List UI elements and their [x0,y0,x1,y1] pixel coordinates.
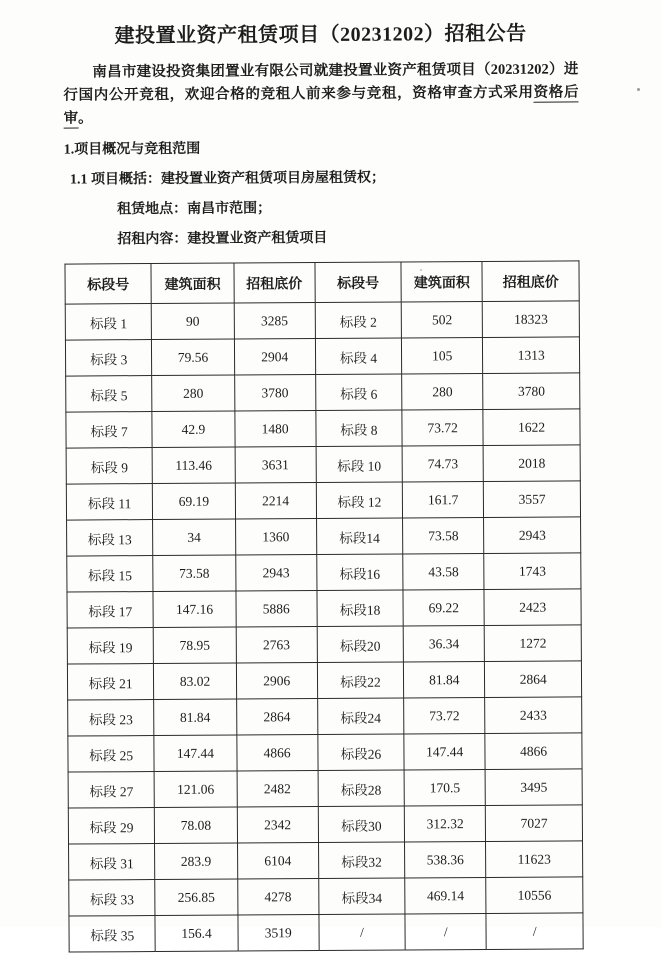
lot-id-cell: 标段 15 [67,556,154,593]
table-row [67,661,581,700]
area-cell: 69.19 [153,483,235,520]
area-cell: 36.34 [403,626,484,662]
price-cell: 7027 [486,805,583,842]
lot-id-cell: 标段 11 [66,484,153,521]
lot-id-cell: 标段34 [319,878,406,915]
lot-id-cell: 标段 31 [69,844,156,881]
price-cell: 2943 [484,517,581,554]
lot-id-cell: 标段28 [318,770,405,807]
price-cell: 2864 [485,661,582,698]
price-cell: 4866 [236,735,317,771]
lot-id-cell: 标段 23 [68,700,155,737]
lot-id-cell: 标段 25 [68,736,155,773]
header-row [65,261,579,304]
area-cell: 69.22 [403,590,484,626]
lot-id-cell: 标段 13 [67,520,154,557]
price-cell: / [486,913,583,950]
lot-id-cell: 标段 5 [66,376,153,413]
lot-id-cell: 标段 29 [68,808,155,845]
area-cell: 79.56 [152,339,234,376]
area-cell: 156.4 [155,915,237,952]
column-header-building-area: 建筑面积 [401,262,482,302]
lot-id-cell: 标段22 [317,662,404,699]
area-cell: 90 [152,303,234,340]
table-row [68,805,582,844]
table-row [67,517,581,556]
table-row [68,697,582,736]
price-cell: 1360 [235,519,316,555]
price-cell: 2018 [483,445,580,482]
clause-lease-content: 招租内容：建投置业资产租赁项目 [117,230,328,248]
intro-period: 。 [78,110,93,127]
table-row [67,625,581,664]
lot-id-cell: 标段 7 [66,412,153,449]
table-row [69,841,583,880]
price-cell: 3285 [234,303,315,339]
area-cell: 283.9 [155,843,237,880]
area-cell: 502 [401,302,482,338]
table-row [65,301,579,340]
price-cell: 4866 [485,733,582,770]
area-cell: 147.44 [154,735,236,772]
table-row [68,733,582,772]
area-cell: 74.73 [402,446,483,482]
area-cell: 43.58 [403,554,484,590]
area-cell: 538.36 [405,842,486,878]
area-cell: 78.08 [155,807,237,844]
table-row [66,445,580,484]
price-cell: 10556 [486,877,583,914]
price-cell: 3631 [235,447,316,483]
lot-table [64,260,583,952]
lot-id-cell: 标段 2 [315,302,402,339]
price-cell: 2906 [236,663,317,699]
qualification-review-underlined-text: 资格后审 [63,84,579,127]
table-row [68,769,582,808]
price-cell: 3495 [485,769,582,806]
lot-table-header [65,261,579,304]
column-header-lot-id: 标段号 [65,264,152,305]
price-cell: 2482 [237,771,318,807]
area-cell: 34 [153,519,235,556]
area-cell: 73.58 [403,518,484,554]
price-cell: 2214 [235,483,316,519]
section-1-heading: 1.项目概况与竞租范围 [63,141,201,158]
price-cell: 2864 [236,699,317,735]
price-cell: 1743 [484,553,581,590]
table-row [67,553,581,592]
price-cell: 1272 [485,625,582,662]
area-cell: 147.16 [153,591,235,628]
price-cell: 11623 [486,841,583,878]
area-cell: 83.02 [154,663,236,700]
price-cell: 18323 [483,301,580,338]
price-cell: 1622 [483,409,580,446]
intro-paragraph [63,58,578,130]
price-cell: 5886 [236,591,317,627]
price-cell: 2904 [234,339,315,375]
price-cell: 3557 [484,481,581,518]
document-content [63,20,584,952]
lot-id-cell: 标段16 [317,554,404,591]
area-cell: 78.95 [154,627,236,664]
area-cell: 161.7 [402,482,483,518]
area-cell: 42.9 [152,411,234,448]
price-cell: 2423 [484,589,581,626]
column-header-lot-id: 标段号 [315,262,402,303]
lot-id-cell: 标段 9 [66,448,153,485]
table-row [65,337,579,376]
price-cell: 3780 [483,373,580,410]
lot-id-cell: 标段26 [318,734,405,771]
table-row [66,373,580,412]
table-row [69,913,583,952]
lot-id-cell: 标段 35 [69,916,156,953]
price-cell: 3519 [238,915,319,951]
price-cell: 3780 [234,375,315,411]
lot-id-cell: 标段 17 [67,592,154,629]
price-cell: 1480 [234,411,315,447]
area-cell: 147.44 [404,734,485,770]
clause-project-summary: 1.1 项目概括：建投置业资产租赁项目房屋租赁权； [69,170,386,188]
column-header-base-rent: 招租底价 [234,263,315,303]
lot-id-cell: 标段 27 [68,772,155,809]
price-cell: 2433 [485,697,582,734]
price-cell: 4278 [237,879,318,915]
scan-speck [637,88,640,91]
lot-table-body [65,301,583,952]
lot-id-cell: 标段 21 [67,664,154,701]
table-row [69,877,583,916]
lot-id-cell: 标段18 [317,590,404,627]
area-cell: 469.14 [405,878,486,914]
price-cell: 6104 [237,843,318,879]
area-cell: 170.5 [404,770,485,806]
price-cell: 2763 [236,627,317,663]
lot-id-cell: 标段 3 [65,340,152,377]
lot-id-cell: 标段 1 [65,304,152,341]
lot-id-cell: 标段14 [316,518,403,555]
area-cell: 73.72 [404,698,485,734]
area-cell: 113.46 [152,447,234,484]
lot-id-cell: 标段20 [317,626,404,663]
intro-text: 南昌市建设投资集团置业有限公司就建投置业资产租赁项目（20231202）进行国内公开竞租，欢迎合格的竞租人前来参与竞租，资格审查方式采用 [63,61,579,104]
table-row [67,589,581,628]
lot-id-cell: / [319,914,406,951]
lot-id-cell: 标段 10 [316,446,403,483]
lot-id-cell: 标段30 [318,806,405,843]
lot-id-cell: 标段24 [317,698,404,735]
lot-id-cell: 标段 8 [316,410,403,447]
page-title: 建投置业资产租赁项目（20231202）招租公告 [114,22,527,48]
price-cell: 2342 [237,807,318,843]
lot-id-cell: 标段 33 [69,880,156,917]
lot-id-cell: 标段 19 [67,628,154,665]
area-cell: / [405,914,486,950]
column-header-building-area: 建筑面积 [151,263,233,304]
area-cell: 256.85 [155,879,237,916]
area-cell: 280 [152,375,234,412]
lot-id-cell: 标段 12 [316,482,403,519]
lot-id-cell: 标段 6 [315,374,402,411]
price-cell: 1313 [483,337,580,374]
price-cell: 2943 [235,555,316,591]
table-row [66,481,580,520]
area-cell: 105 [402,338,483,374]
table-row [66,409,580,448]
clause-lease-location: 租赁地点：南昌市范围； [117,201,272,218]
area-cell: 73.58 [153,555,235,592]
area-cell: 81.84 [404,662,485,698]
area-cell: 73.72 [402,410,483,446]
lot-id-cell: 标段 4 [315,338,402,375]
area-cell: 312.32 [404,806,485,842]
column-header-base-rent: 招租底价 [482,261,579,302]
area-cell: 121.06 [154,771,236,808]
area-cell: 81.84 [154,699,236,736]
area-cell: 280 [402,374,483,410]
lot-id-cell: 标段32 [318,842,405,879]
